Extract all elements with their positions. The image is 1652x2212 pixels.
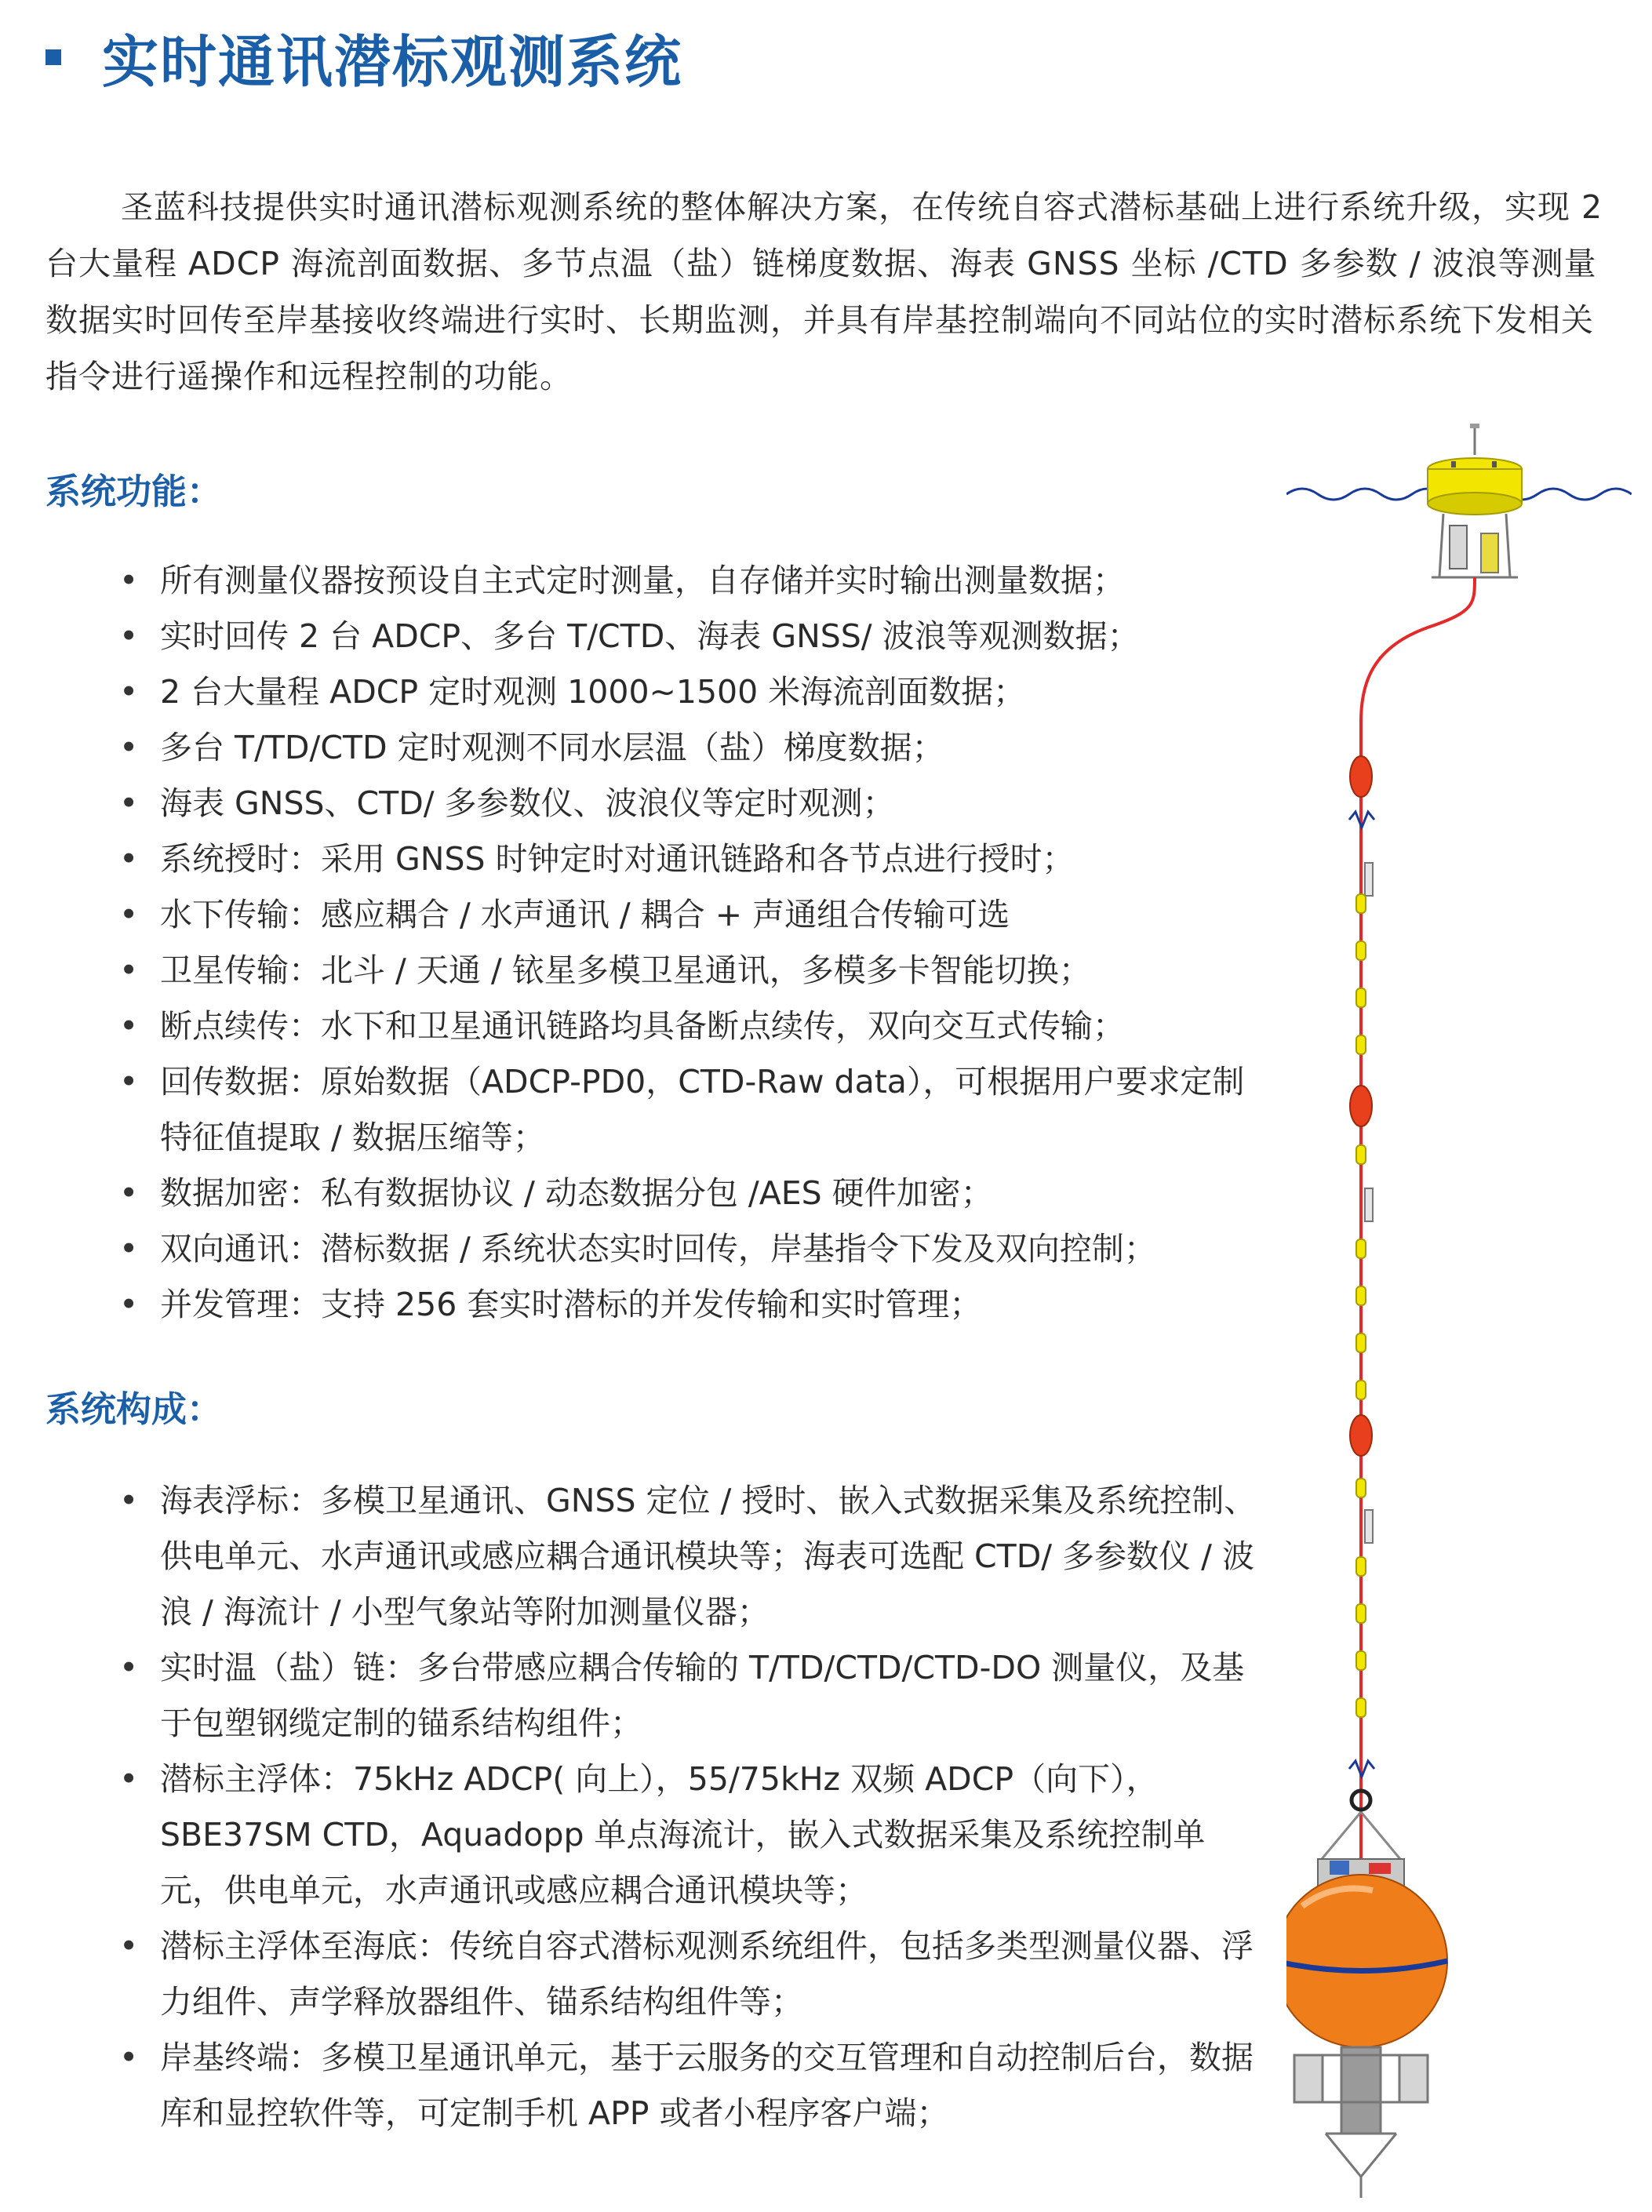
list-item: • 数据加密：私有数据协议 / 动态数据分包 /AES 硬件加密； <box>119 1166 1249 1221</box>
page-title: 实时通讯潜标观测系统 <box>102 29 683 95</box>
list-item: • 岸基终端：多模卫星通讯单元，基于云服务的交互管理和自动控制后台，数据库和显控软件等，可定制手机 APP 或者小程序客户端； <box>119 2030 1274 2141</box>
list-item: • 实时回传 2 台 ADCP、多台 T/CTD、海表 GNSS/ 波浪等观测数据； <box>119 609 1249 664</box>
surface-buoy-icon <box>1428 424 1522 577</box>
list-item: • 潜标主浮体至海底：传统自容式潜标观测系统组件，包括多类型测量仪器、浮力组件、声学释放器组件、锚系结构组件等； <box>119 1919 1274 2030</box>
list-item: • 多台 T/TD/CTD 定时观测不同水层温（盐）梯度数据； <box>119 720 1249 776</box>
list-item: • 系统授时：采用 GNSS 时钟定时对通讯链路和各节点进行授时； <box>119 831 1249 887</box>
instrument-frame-icon <box>1294 2047 1428 2198</box>
title-bar <box>45 14 682 100</box>
mooring-cable <box>1361 577 1475 2000</box>
list-item: • 回传数据：原始数据（ADCP-PD0，CTD-Raw data），可根据用户要求定制特征值提取 / 数据压缩等； <box>119 1054 1274 1166</box>
list-item: • 双向通讯：潜标数据 / 系统状态实时回传，岸基指令下发及双向控制； <box>119 1221 1249 1277</box>
list-item: • 所有测量仪器按预设自主式定时测量，自存储并实时输出测量数据； <box>119 553 1249 609</box>
intro-paragraph: 圣蓝科技提供实时通讯潜标观测系统的整体解决方案，在传统自容式潜标基础上进行系统升级，实现 2 台大量程 ADCP 海流剖面数据、多节点温（盐）链梯度数据、海表 GNSS 坐标 /CTD 多参数 / 波浪等测量数据实时回传至岸基接收终端进行实时、长期监测，并具有岸基控制端向不同站位的实时潜标系统下发相关指令进行遥操作和远程控制的功能。 <box>45 188 1603 395</box>
list-item: • 卫星传输：北斗 / 天通 / 铱星多模卫星通讯，多模多卡智能切换； <box>119 943 1249 999</box>
list-item: • 2 台大量程 ADCP 定时观测 1000~1500 米海流剖面数据； <box>119 664 1249 720</box>
list-item: • 海表浮标：多模卫星通讯、GNSS 定位 / 授时、嵌入式数据采集及系统控制、供电单元、水声通讯或感应耦合通讯模块等；海表可选配 CTD/ 多参数仪 / 波浪 / 海流计 / 小型气象站等附加测量仪器； <box>119 1473 1258 1640</box>
functions-heading: 系统功能： <box>45 471 223 512</box>
mooring-diagram <box>1286 424 1632 2204</box>
list-item: • 潜标主浮体：75kHz ADCP( 向上），55/75kHz 双频 ADCP（向下），SBE37SM CTD，Aquadopp 单点海流计，嵌入式数据采集及系统控制单元，供电单元，水声通讯或感应耦合通讯模块等； <box>119 1752 1258 1919</box>
title-bullet-icon <box>45 49 61 65</box>
composition-list <box>119 1473 1280 2141</box>
functions-list <box>119 553 1249 1333</box>
main-subsurface-float-icon <box>1286 1812 1447 2047</box>
composition-heading: 系统构成： <box>45 1388 223 1430</box>
list-item: • 并发管理：支持 256 套实时潜标的并发传输和实时管理； <box>119 1277 1249 1333</box>
list-item: • 实时温（盐）链：多台带感应耦合传输的 T/TD/CTD/CTD-DO 测量仪，及基于包塑钢缆定制的锚系结构组件； <box>119 1640 1274 1752</box>
list-item: • 断点续传：水下和卫星通讯链路均具备断点续传，双向交互式传输； <box>119 999 1249 1054</box>
list-item: • 海表 GNSS、CTD/ 多参数仪、波浪仪等定时观测； <box>119 776 1249 831</box>
list-item: • 水下传输：感应耦合 / 水声通讯 / 耦合 + 声通组合传输可选 <box>119 887 1249 943</box>
